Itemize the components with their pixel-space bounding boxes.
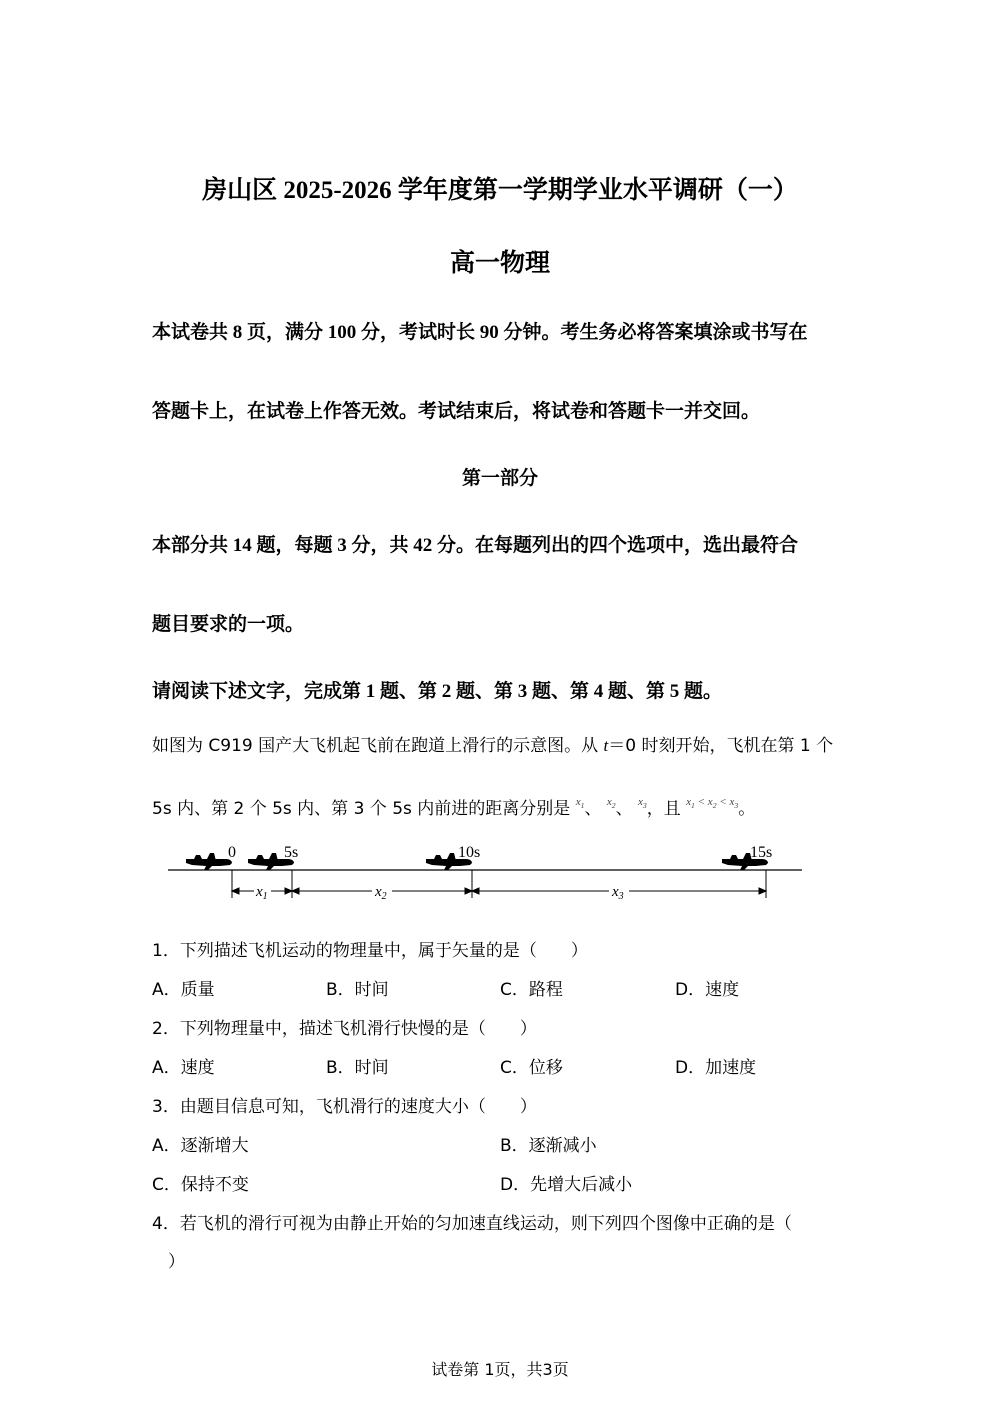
exam-title: 房山区 2025-2026 学年度第一学期学业水平调研（一） — [202, 177, 798, 204]
distance-arrows — [232, 888, 766, 894]
time-label-5s: 5s — [284, 844, 299, 861]
reading-prompt: 请阅读下述文字，完成第 1 题、第 2 题、第 3 题、第 4 题、第 5 题。 — [152, 681, 723, 702]
symbol-x3: x3 — [637, 796, 647, 811]
separator: 、 — [615, 799, 633, 819]
q1-option-a[interactable]: A．质量 — [152, 980, 215, 1000]
page-footer: 试卷第 1页，共3页 — [431, 1360, 569, 1379]
q2-option-b[interactable]: B．时间 — [326, 1058, 389, 1078]
runway-figure — [160, 838, 810, 908]
time-label-0: 0 — [228, 844, 236, 861]
separator: 、 — [584, 799, 602, 819]
time-label-15s: 15s — [750, 844, 773, 861]
q3-option-b[interactable]: B．逐渐减小 — [500, 1136, 597, 1156]
q3-option-a[interactable]: A．逐渐增大 — [152, 1136, 249, 1156]
inequality: x1 < x2 < x3 — [686, 796, 739, 811]
passage-text: ，且 — [646, 799, 681, 819]
q1-option-c[interactable]: C．路程 — [500, 980, 563, 1000]
symbol-x2: x2 — [606, 796, 616, 811]
passage-line-1 — [152, 731, 833, 756]
plane-icon — [186, 853, 232, 870]
q1-option-d[interactable]: D．速度 — [675, 980, 740, 1000]
q3-option-d[interactable]: D．先增大后减小 — [500, 1175, 633, 1195]
instructions-line-2: 答题卡上，在试卷上作答无效。考试结束后，将试卷和答题卡一并交回。 — [152, 401, 761, 422]
question-2-stem: 2．下列物理量中，描述飞机滑行快慢的是（ ） — [152, 1019, 537, 1039]
part-heading: 第一部分 — [461, 468, 538, 489]
symbol-x1: x1 — [575, 796, 585, 811]
q2-option-a[interactable]: A．速度 — [152, 1058, 215, 1078]
distance-label-x1: $x_1$ — [256, 884, 268, 902]
part-description-line-1: 本部分共 14 题，每题 3 分，共 42 分。在每题列出的四个选项中，选出最符合 — [152, 535, 799, 556]
passage-text: 如图为 C919 国产大飞机起飞前在跑道上滑行的示意图。从 — [152, 736, 604, 756]
q2-option-d[interactable]: D．加速度 — [675, 1058, 757, 1078]
time-label-10s: 10s — [458, 844, 481, 861]
q2-option-c[interactable]: C．位移 — [500, 1058, 563, 1078]
question-4-stem: 4．若飞机的滑行可视为由静止开始的匀加速直线运动，则下列四个图像中正确的是（ — [152, 1214, 792, 1234]
instructions-line-1: 本试卷共 8 页，满分 100 分，考试时长 90 分钟。考生务必将答案填涂或书写在 — [152, 322, 808, 343]
distance-label-x3: $x_3$ — [612, 884, 624, 902]
passage-line-2 — [152, 794, 755, 819]
question-1-stem: 1．下列描述飞机运动的物理量中，属于矢量的是（ ） — [152, 941, 588, 961]
passage-text: 。 — [738, 799, 756, 819]
passage-text: 5s 内、第 2 个 5s 内、第 3 个 5s 内前进的距离分别是 — [152, 799, 571, 819]
subject-title: 高一物理 — [449, 250, 550, 277]
time-symbol: t — [603, 736, 609, 755]
distance-label-x2: $x_2$ — [375, 884, 387, 902]
question-4-stem-continued: ） — [168, 1252, 185, 1272]
q3-option-c[interactable]: C．保持不变 — [152, 1175, 249, 1195]
part-description-line-2: 题目要求的一项。 — [152, 614, 305, 635]
question-3-stem: 3．由题目信息可知，飞机滑行的速度大小（ ） — [152, 1097, 537, 1117]
q1-option-b[interactable]: B．时间 — [326, 980, 389, 1000]
passage-text: ＝0 时刻开始，飞机在第 1 个 — [608, 736, 834, 756]
